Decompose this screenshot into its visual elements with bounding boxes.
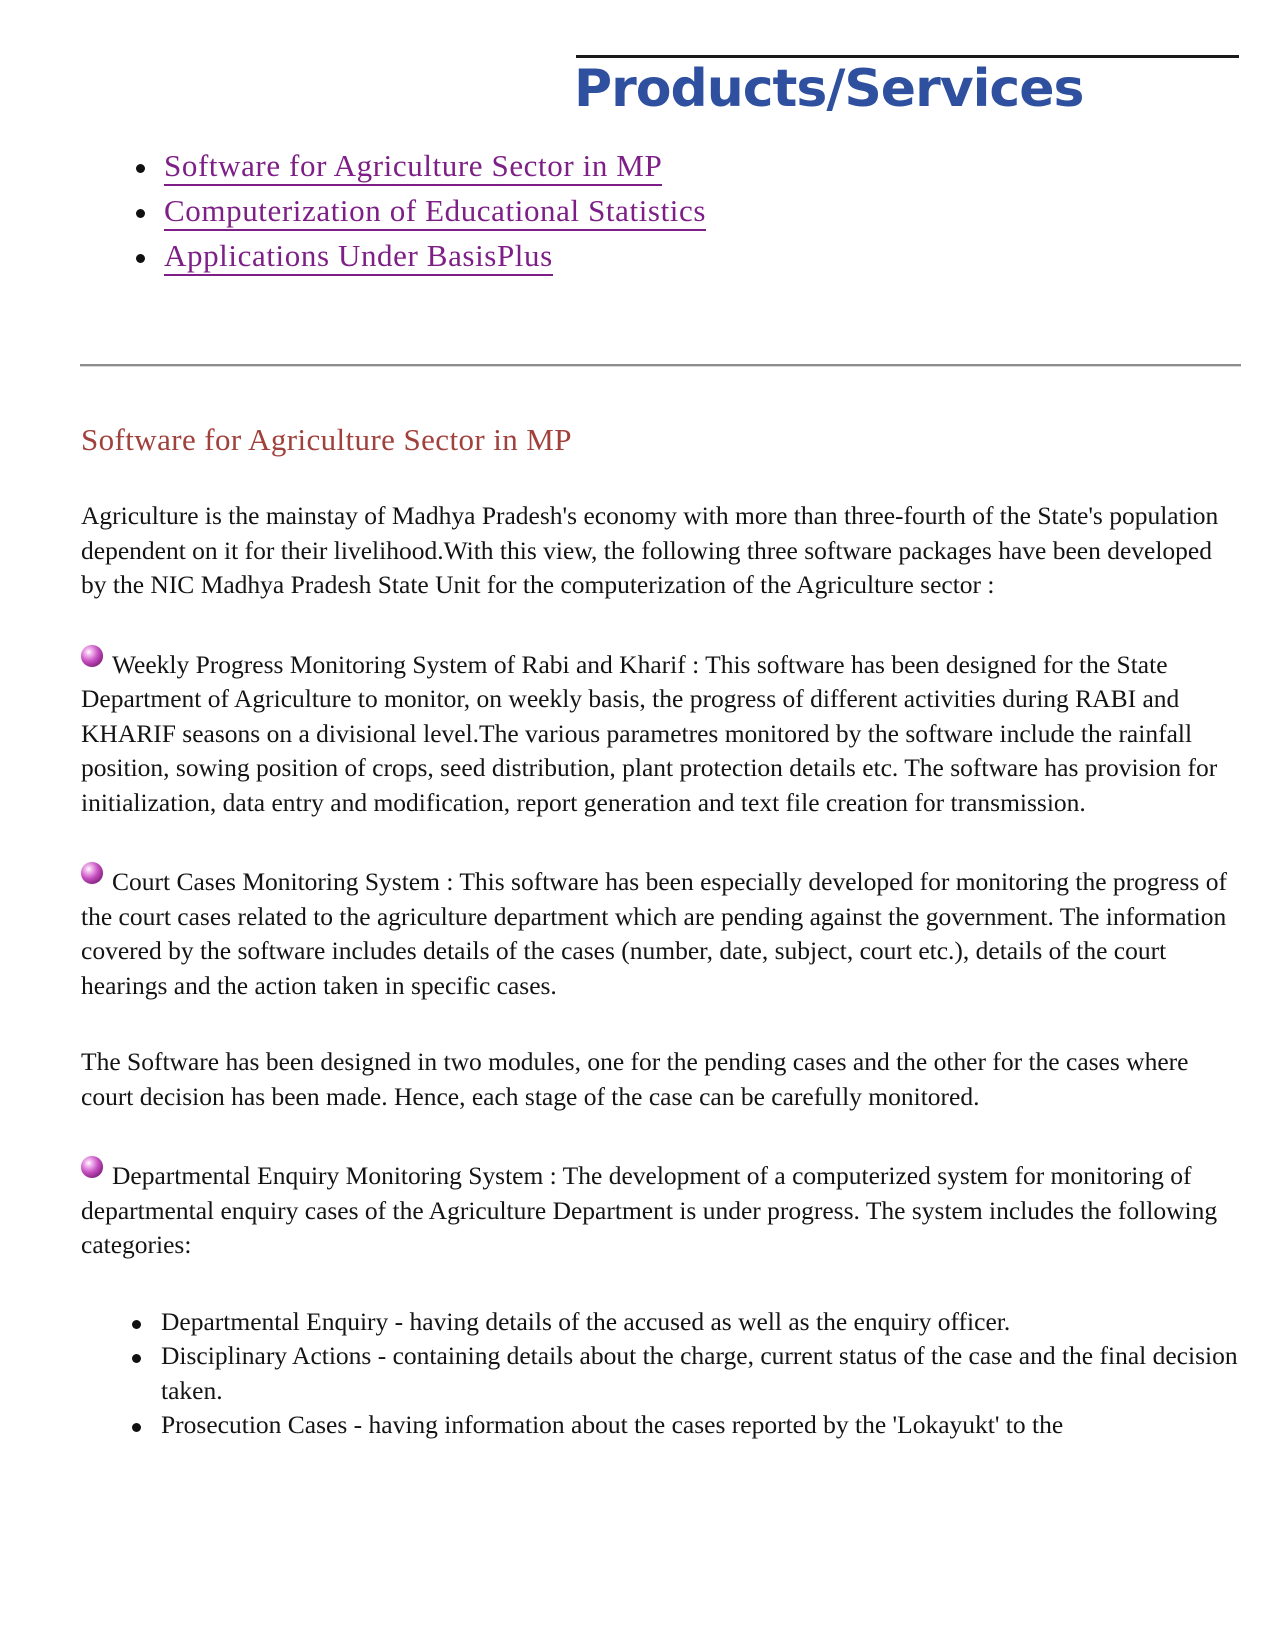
toc-item — [128, 236, 706, 281]
section-divider — [80, 364, 1241, 367]
toc-link-basisplus[interactable]: Applications Under BasisPlus — [164, 238, 553, 276]
section-content — [81, 499, 1239, 1443]
modules-paragraph: The Software has been designed in two modules, one for the pending cases and the other for the cases where court decision has been made. Hence, each stage of the case can be carefully monitored. — [81, 1047, 1189, 1111]
enquiry-paragraph — [81, 1156, 1239, 1263]
purple-gem-bullet-icon — [81, 645, 103, 667]
intro-paragraph: Agriculture is the mainstay of Madhya Pradesh's economy with more than three-fourth of the State's population dependent on it for their livelihood.With this view, the following three software packages have been developed by the NIC Madhya Pradesh State Unit for the computerization of the Agriculture sector : — [81, 501, 1219, 599]
category-text: Departmental Enquiry - having details of the accused as well as the enquiry officer. — [161, 1306, 1011, 1336]
bullet-dot-icon — [132, 1320, 141, 1329]
category-text: Prosecution Cases - having information about the cases reported by the 'Lokayukt' to the — [161, 1410, 1064, 1439]
bullet-dot-icon — [136, 209, 145, 218]
enquiry-text: Departmental Enquiry Monitoring System : The development of a computerized system for monitoring of departmental enquiry cases of the Agriculture Department is under progress. The system includes the following categories: — [81, 1161, 1218, 1259]
category-text: Disciplinary Actions - containing details about the charge, current status of the case and the final decision taken. — [161, 1341, 1238, 1405]
categories-list — [81, 1305, 1239, 1443]
purple-gem-bullet-icon — [81, 862, 103, 884]
toc-item — [128, 191, 706, 236]
category-item — [81, 1339, 1239, 1408]
purple-gem-bullet-icon — [81, 1156, 103, 1178]
bullet-dot-icon — [136, 164, 145, 173]
weekly-monitoring-paragraph — [81, 645, 1239, 821]
court-cases-text: Court Cases Monitoring System : This software has been especially developed for monitoring the progress of the court cases related to the agriculture department which are pending against the government. The information covered by the software includes details of the cases (number, date, subject, court etc.), details of the court hearings and the action taken in specific cases. — [81, 867, 1227, 1000]
toc-link-educational-statistics[interactable]: Computerization of Educational Statistics — [164, 193, 706, 231]
section-heading: Software for Agriculture Sector in MP — [81, 422, 572, 457]
category-item — [81, 1408, 1239, 1443]
bullet-dot-icon — [136, 254, 145, 263]
bullet-dot-icon — [132, 1423, 141, 1432]
header-rule — [576, 55, 1239, 58]
page-title: Products/Services — [574, 59, 1084, 119]
weekly-monitoring-text: Weekly Progress Monitoring System of Rabi and Kharif : This software has been designed for the State Department of Agriculture to monitor, on weekly basis, the progress of different activities during RABI and KHARIF seasons on a divisional level.The various parametres monitored by the software include the rainfall position, sowing position of crops, seed distribution, plant protection details etc. The software has provision for initialization, data entry and modification, report generation and text file creation for transmission. — [81, 649, 1218, 817]
bullet-dot-icon — [132, 1354, 141, 1363]
court-cases-paragraph — [81, 862, 1239, 1003]
toc-link-agriculture[interactable]: Software for Agriculture Sector in MP — [164, 148, 662, 186]
toc-list — [128, 146, 706, 281]
toc-item — [128, 146, 706, 191]
category-item — [81, 1305, 1239, 1340]
